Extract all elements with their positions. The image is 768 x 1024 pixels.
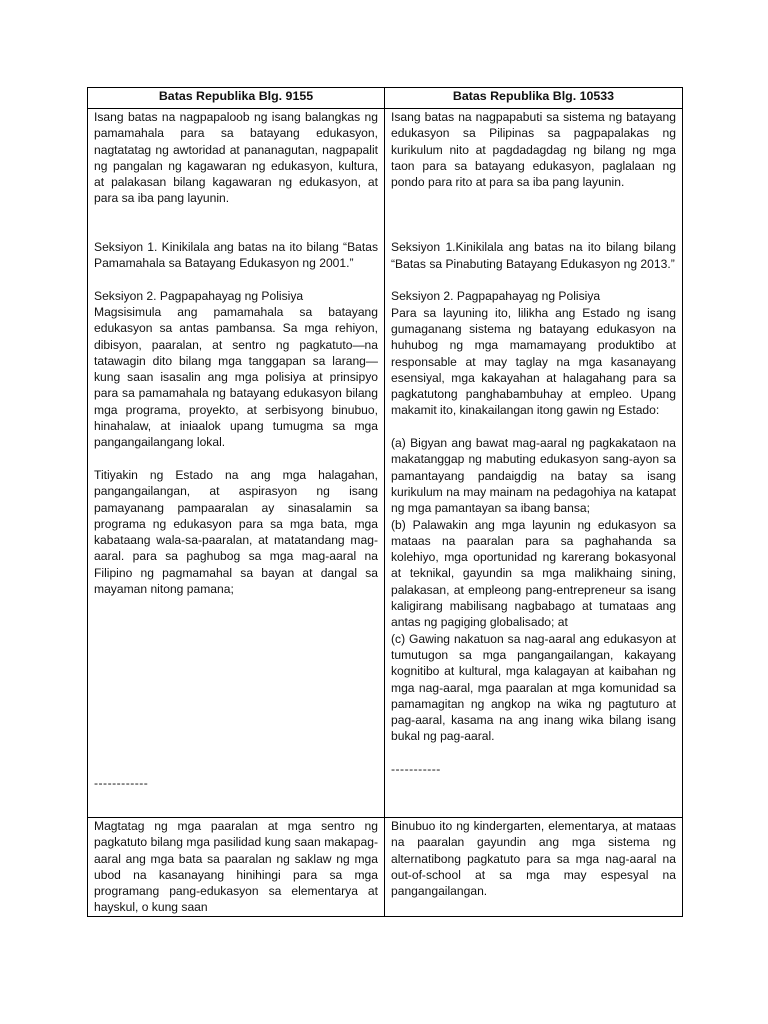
left-section-2-body: Magsisimula ang pamamahala sa batayang edukasyon sa antas pambansa. Sa mga rehiyon, dibisyon, paaralan, at sentro ng pagkatuto—na tatawagin dito bilang mga tanggapan sa larang—kung saan isasalin ang mga polisiya at prinsipyo para sa pamamahala ng batayang edukasyon bilang mga programa, proyekto, at serbisyong binubuo, hinahalaw, at iniaalok upang tumugma sa mga pangangailangang lokal.: [94, 304, 378, 450]
table-row: [88, 818, 683, 917]
right-intro: Isang batas na nagpapabuti sa sistema ng batayang edukasyon sa Pilipinas sa pagpapalakas ng kurikulum nito at pagdadagdag ng bilang ng mga taon para sa batayang edukasyon, paglalaan ng pondo para rito at para sa iba pang layunin.: [391, 110, 676, 190]
right-separator: -----------: [391, 761, 441, 776]
right-section-2-title: Seksiyon 2. Pagpapahayag ng Polisiya: [391, 289, 601, 304]
right-cell-main: [385, 109, 683, 818]
comparison-table: [87, 87, 683, 917]
right-row2-text: Binubuo ito ng kindergarten, elementarya, at mataas na paaralan gayundin ang mga sistema ng alternatibong pagkatuto para sa mga nag-aaral na out-of-school at sa mga may espesyal na pangangailangan.: [391, 819, 676, 899]
right-item-c: (c) Gawing nakatuon sa nag-aaral ang edukasyon at tumutugon sa mga pangangailangan, kakayang kognitibo at kultural, mga kalagayan at kaibahan ng mga nag-aaral, mga paaralan at mga komunidad sa pamamagitan ng angkop na wika ng pagtuturo at pag-aaral, kasama na ang inang wika bilang isang bukal ng pag-aaral.: [391, 631, 676, 744]
left-cell-main: [88, 109, 385, 818]
left-row2-text: Magtatag ng mga paaralan at mga sentro ng pagkatuto bilang mga pasilidad kung saan makapag-aaral ang mga bata sa paaralan ng saklaw ng mga ubod na kasanayang hinihingi para sa mga programang pang-edukasyon sa elementarya at hayskul, o kung saan: [94, 819, 378, 915]
left-cell-continuation: [88, 818, 385, 917]
left-section-2-title: Seksiyon 2. Pagpapahayag ng Polisiya: [94, 288, 304, 303]
table-header-row: [88, 88, 683, 109]
table-row: [88, 109, 683, 818]
left-separator: ------------: [94, 776, 149, 791]
right-item-a: (a) Bigyan ang bawat mag-aaral ng pagkakataon na makatanggap ng mabuting edukasyon sang-ayon sa pamantayang pandaigdig na batay sa isang kurikulum na may mainam na pedagohiya na katapat ng mga pamantayan sa ibang bansa;: [391, 436, 676, 516]
left-intro: Isang batas na nagpapaloob ng isang balangkas ng pamamahala para sa batayang edukasyon, nagtatatag ng awtoridad at pananagutan, nagpapalit ng pangalan ng kagawaran ng edukasyon, kultura, at palakasan bilang kagawaran ng edukasyon, at para sa iba pang layunin.: [94, 110, 378, 206]
column-header-ra-9155: Batas Republika Blg. 9155: [88, 88, 385, 109]
right-cell-continuation: [385, 818, 683, 917]
column-header-ra-10533: Batas Republika Blg. 10533: [385, 88, 683, 109]
left-section-1: Seksiyon 1. Kinikilala ang batas na ito bilang “Batas Pamamahala sa Batayang Edukasyon ng 2001.”: [94, 239, 378, 271]
right-section-2-body: Para sa layuning ito, lilikha ang Estado ng isang gumaganang sistema ng batayang edukasyon na huhubog ng mga mamamayang produktibo at responsable at may taglay na mga kasanayang esensiyal, mga kakayahan at halagahang para sa pagkatutong panghabambuhay at empleo. Upang makamit ito, kinakailangan itong gawin ng Estado:: [391, 305, 676, 418]
left-paragraph-3: Titiyakin ng Estado na ang mga halagahan, pangangailangan, at aspirasyon ng isang pamayanang pampaaralan ay sinasalamin sa programa ng edukasyon para sa mga bata, mga kabataang wala-sa-paaralan, at matatandang mag-aaral. para sa paghubog sa mga mag-aaral na Filipino ng pagmamahal sa bayan at dangal sa mayaman nitong pamana;: [94, 467, 378, 597]
right-item-b: (b) Palawakin ang mga layunin ng edukasyon sa mataas na paaralan para sa paghahanda sa kolehiyo, mga oportunidad ng karerang bokasyonal at teknikal, gayundin sa mga malikhaing sining, palakasan, at empleong pang-entrepreneur sa isang kaligirang mabilisang nagbabago at tumataas ang antas ng pagiging globalisado; at: [391, 517, 676, 630]
right-section-1: Seksiyon 1.Kinikilala ang batas na ito bilang bilang “Batas sa Pinabuting Batayang Edukasyon ng 2013.”: [391, 240, 676, 271]
